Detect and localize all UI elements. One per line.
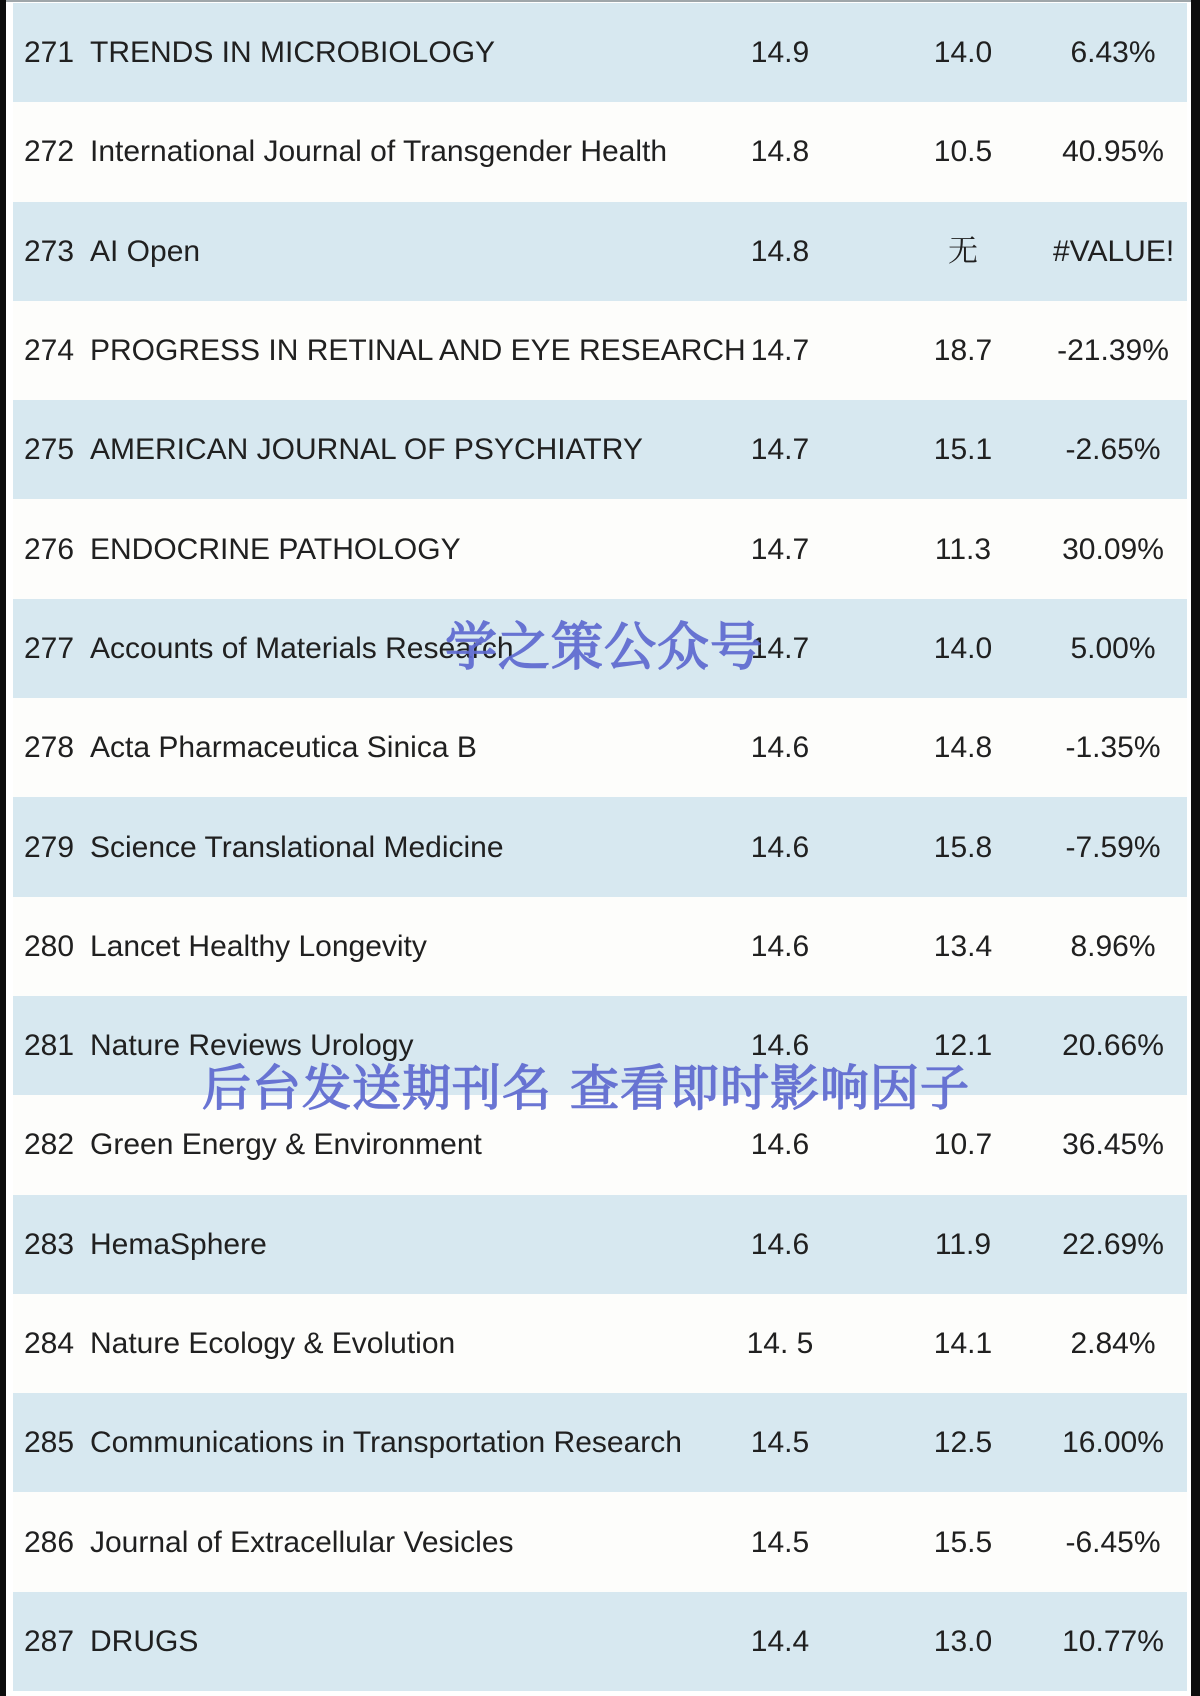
journal-name-cell: Communications in Transportation Research [90,1426,682,1460]
if-current-cell: 14.6 [750,1128,810,1162]
rank-cell: 275 [24,433,75,467]
if-previous-cell: 18.7 [933,334,993,368]
journal-name-cell: Green Energy & Environment [90,1128,482,1162]
journal-table [13,3,1187,1691]
if-previous-cell: 15.1 [933,433,993,467]
if-previous-cell: 12.5 [933,1426,993,1460]
percent-change-cell: 2.84% [1070,1327,1156,1360]
if-previous-cell: 无 [948,234,978,268]
percent-change-cell: 40.95% [1062,135,1164,169]
rank-cell: 271 [24,36,75,70]
table-row [13,1393,1187,1492]
if-previous-cell: 11.3 [934,532,992,566]
if-current-cell: 14.6 [750,830,810,864]
percent-change-cell: 16.00% [1062,1426,1164,1460]
if-previous-cell: 15.8 [933,830,993,864]
journal-name-cell: ENDOCRINE PATHOLOGY [90,532,461,566]
rank-cell: 273 [24,234,75,268]
table-row [13,1592,1187,1691]
percent-change-cell: 10.77% [1062,1624,1164,1658]
table-row [13,301,1187,400]
rank-cell: 287 [24,1624,75,1658]
percent-change-cell: #VALUE! [1053,234,1175,268]
rank-cell: 278 [24,731,75,765]
if-previous-cell: 13.0 [933,1624,993,1658]
percent-change-cell: 5.00% [1070,631,1156,665]
if-current-cell: 14.6 [750,929,810,963]
if-current-cell: 14.5 [750,1426,810,1460]
rank-cell: 281 [24,1029,75,1063]
journal-name-cell: AMERICAN JOURNAL OF PSYCHIATRY [90,433,643,467]
table-row [13,797,1187,896]
rank-cell: 272 [24,135,75,169]
watermark-center-text: 学之策公众号 [445,617,764,678]
rank-cell: 285 [24,1426,75,1460]
if-current-cell: 14.4 [750,1624,810,1658]
watermark-banner-text: 后台发送期刊名 查看即时影响因子 [202,1059,971,1117]
percent-change-cell: -2.65% [1065,433,1161,467]
if-previous-cell: 14.1 [933,1327,993,1360]
table-row [13,897,1187,996]
journal-name-cell: Science Translational Medicine [90,830,504,864]
table-row [13,1294,1187,1393]
table-row [13,599,1187,698]
if-current-cell: 14. 5 [746,1327,814,1360]
table-row [13,102,1187,201]
percent-change-cell: 36.45% [1062,1128,1164,1162]
journal-name-cell: Nature Reviews Urology [90,1029,414,1063]
if-previous-cell: 11.9 [934,1227,992,1261]
if-current-cell: 14.7 [750,532,810,566]
if-current-cell: 14.5 [750,1525,810,1559]
if-current-cell: 14.7 [750,433,810,467]
if-current-cell: 14.7 [750,334,810,368]
percent-change-cell: -21.39% [1057,334,1169,368]
if-current-cell: 14.6 [750,1227,810,1261]
journal-name-cell: Journal of Extracellular Vesicles [90,1525,514,1559]
table-row [13,1195,1187,1294]
percent-change-cell: 30.09% [1062,532,1164,566]
percent-change-cell: 8.96% [1070,929,1156,963]
percent-change-cell: 20.66% [1062,1029,1164,1063]
journal-name-cell: HemaSphere [90,1227,267,1261]
table-row [13,1492,1187,1591]
if-previous-cell: 12.1 [933,1029,993,1063]
if-previous-cell: 14.0 [933,631,993,665]
table-row [13,1095,1187,1194]
rank-cell: 283 [24,1227,75,1261]
table-row [13,996,1187,1095]
table-row [13,499,1187,598]
rank-cell: 284 [24,1327,75,1360]
table-row [13,3,1187,102]
if-current-cell: 14.6 [750,1029,810,1063]
if-current-cell: 14.6 [750,731,810,765]
journal-name-cell: PROGRESS IN RETINAL AND EYE RESEARCH [90,334,746,368]
percent-change-cell: 22.69% [1062,1227,1164,1261]
journal-name-cell: International Journal of Transgender Health [90,135,668,169]
if-current-cell: 14.8 [750,135,810,169]
percent-change-cell: -6.45% [1065,1525,1161,1559]
if-previous-cell: 10.7 [933,1128,993,1162]
if-previous-cell: 14.8 [933,731,993,765]
rank-cell: 274 [24,334,75,368]
if-current-cell: 14.8 [750,234,810,268]
if-current-cell: 14.9 [750,36,810,70]
rank-cell: 279 [24,830,75,864]
rank-cell: 282 [24,1128,75,1162]
rank-cell: 276 [24,532,75,566]
table-row [13,698,1187,797]
journal-name-cell: Acta Pharmaceutica Sinica B [90,731,477,765]
journal-name-cell: TRENDS IN MICROBIOLOGY [90,36,496,70]
rank-cell: 286 [24,1525,75,1559]
journal-name-cell: AI Open [90,234,201,268]
journal-name-cell: Lancet Healthy Longevity [90,929,427,963]
percent-change-cell: -7.59% [1065,830,1161,864]
rank-cell: 280 [24,929,75,963]
percent-change-cell: -1.35% [1065,731,1161,765]
journal-name-cell: Nature Ecology & Evolution [90,1327,456,1360]
percent-change-cell: 6.43% [1070,36,1156,70]
if-previous-cell: 13.4 [933,929,993,963]
if-current-cell: 14.7 [750,631,810,665]
top-divider-line [0,0,1200,2]
if-previous-cell: 14.0 [933,36,993,70]
table-row [13,400,1187,499]
journal-name-cell: Accounts of Materials Research [90,631,514,665]
table-row [13,202,1187,301]
rank-cell: 277 [24,631,75,665]
journal-name-cell: DRUGS [90,1624,199,1658]
if-previous-cell: 10.5 [933,135,993,169]
if-previous-cell: 15.5 [933,1525,993,1559]
right-frame-border [1191,0,1200,1696]
left-frame-border [0,0,6,1696]
